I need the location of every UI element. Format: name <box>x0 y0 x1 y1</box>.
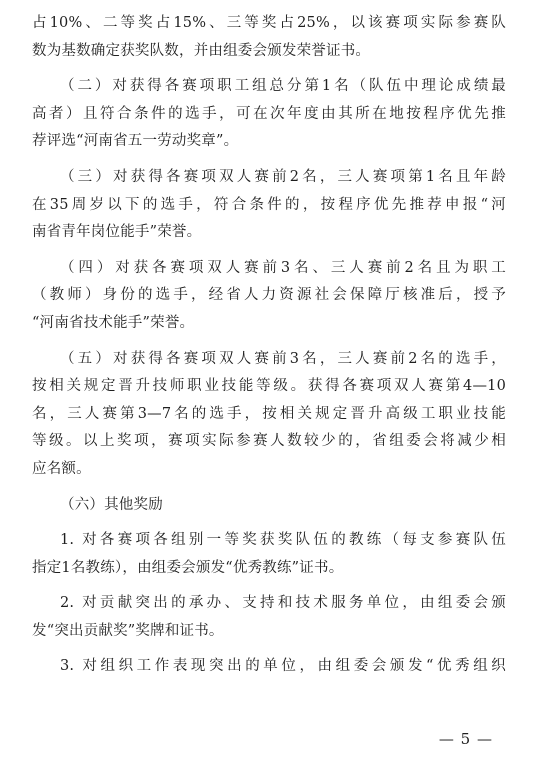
text-line: （教师）身份的选手，经省人力资源社会保障厅核准后，授予 <box>32 287 506 304</box>
text-line: 发“突出贡献奖”奖牌和证书。 <box>32 622 224 639</box>
text-line: 荐评选“河南省五一劳动奖章”。 <box>32 133 239 150</box>
page-number: — 5 — <box>438 730 493 748</box>
document-body <box>32 10 506 689</box>
paragraph-award-ratio <box>32 10 506 65</box>
text-line: 应名额。 <box>32 460 91 477</box>
paragraph-item-6-2 <box>32 590 506 645</box>
paragraph-item-6-1 <box>32 527 506 582</box>
text-line: 名，三人赛第3—7名的选手，按相关规定晋升高级工职业技能 <box>32 405 506 422</box>
text-line: （四）对获各赛项双人赛前3名、三人赛前2名且为职工 <box>60 259 506 276</box>
text-line: （六）其他奖励 <box>60 496 163 513</box>
paragraph-item-6-3 <box>32 653 506 681</box>
paragraph-item-3 <box>32 164 506 247</box>
text-line: 南省青年岗位能手”荣誉。 <box>32 224 202 241</box>
paragraph-item-5 <box>32 346 506 484</box>
text-line: “河南省技术能手”荣誉。 <box>32 314 195 331</box>
text-line: （五）对获得各赛项双人赛前3名，三人赛前2名的选手， <box>60 350 506 367</box>
text-line: 等级。以上奖项，赛项实际参赛人数较少的，省组委会将减少相 <box>32 433 506 450</box>
text-line: 指定1名教练），由组委会颁发“优秀教练”证书。 <box>32 559 344 576</box>
text-line: 数为基数确定获奖队数，并由组委会颁发荣誉证书。 <box>32 42 371 59</box>
text-line: 高者）且符合条件的选手，可在次年度由其所在地按程序优先推 <box>32 105 506 122</box>
text-line: 在35周岁以下的选手，符合条件的，按程序优先推荐申报“河 <box>32 196 506 213</box>
paragraph-item-4 <box>32 255 506 338</box>
text-line: 1. 对各赛项各组别一等奖获奖队伍的教练（每支参赛队伍 <box>60 532 506 549</box>
text-line: 2. 对贡献突出的承办、支持和技术服务单位，由组委会颁 <box>60 595 506 612</box>
paragraph-item-2 <box>32 73 506 156</box>
text-line: 按相关规定晋升技师职业技能等级。获得各赛项双人赛第4—10 <box>32 378 506 395</box>
section-heading-other-awards <box>32 492 506 520</box>
text-line: （二）对获得各赛项职工组总分第1名（队伍中理论成绩最 <box>60 78 506 95</box>
text-line: 占10%、二等奖占15%、三等奖占25%，以该赛项实际参赛队 <box>32 15 506 31</box>
text-line: （三）对获得各赛项双人赛前2名，三人赛项第1名且年龄 <box>60 168 506 185</box>
text-line: 3. 对组织工作表现突出的单位，由组委会颁发“优秀组织 <box>60 658 506 675</box>
